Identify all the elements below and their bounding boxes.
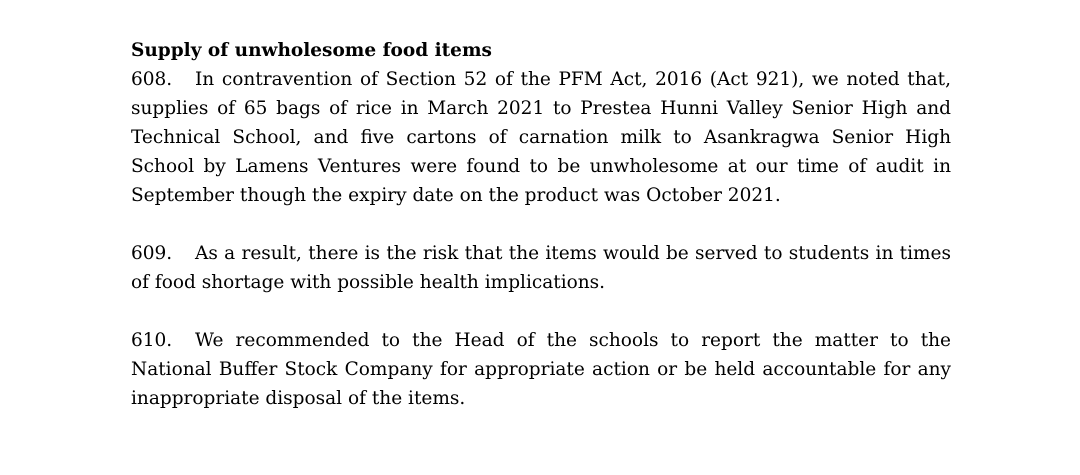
paragraph-number: 609. <box>131 243 173 264</box>
section-heading: Supply of unwholesome food items <box>131 40 492 61</box>
paragraph-spacer <box>131 210 951 239</box>
paragraph-number: 608. <box>131 69 173 90</box>
paragraph-text: In contravention of Section 52 of the PFM Act, 2016 (Act 921), we noted that, supplies of 65 bags of rice in March 2021 to Prestea Hunni Valley Senior High and Technical School, and five cartons of carnation milk to Asankragwa Senior High School by Lamens Ventures were found to be unwholesome at our time of audit in September though the expiry date on the product was October 2021. <box>131 69 951 206</box>
document-page <box>131 36 951 413</box>
paragraph-609 <box>131 239 951 297</box>
paragraph-number: 610. <box>131 330 173 351</box>
paragraph-608 <box>131 65 951 210</box>
paragraph-text: We recommended to the Head of the schools to report the matter to the National Buffer Stock Company for appropriate action or be held accountable for any inappropriate disposal of the items. <box>131 330 951 409</box>
paragraph-text: As a result, there is the risk that the items would be served to students in times of food shortage with possible health implications. <box>131 243 951 293</box>
paragraph-610 <box>131 326 951 413</box>
paragraph-spacer <box>131 297 951 326</box>
